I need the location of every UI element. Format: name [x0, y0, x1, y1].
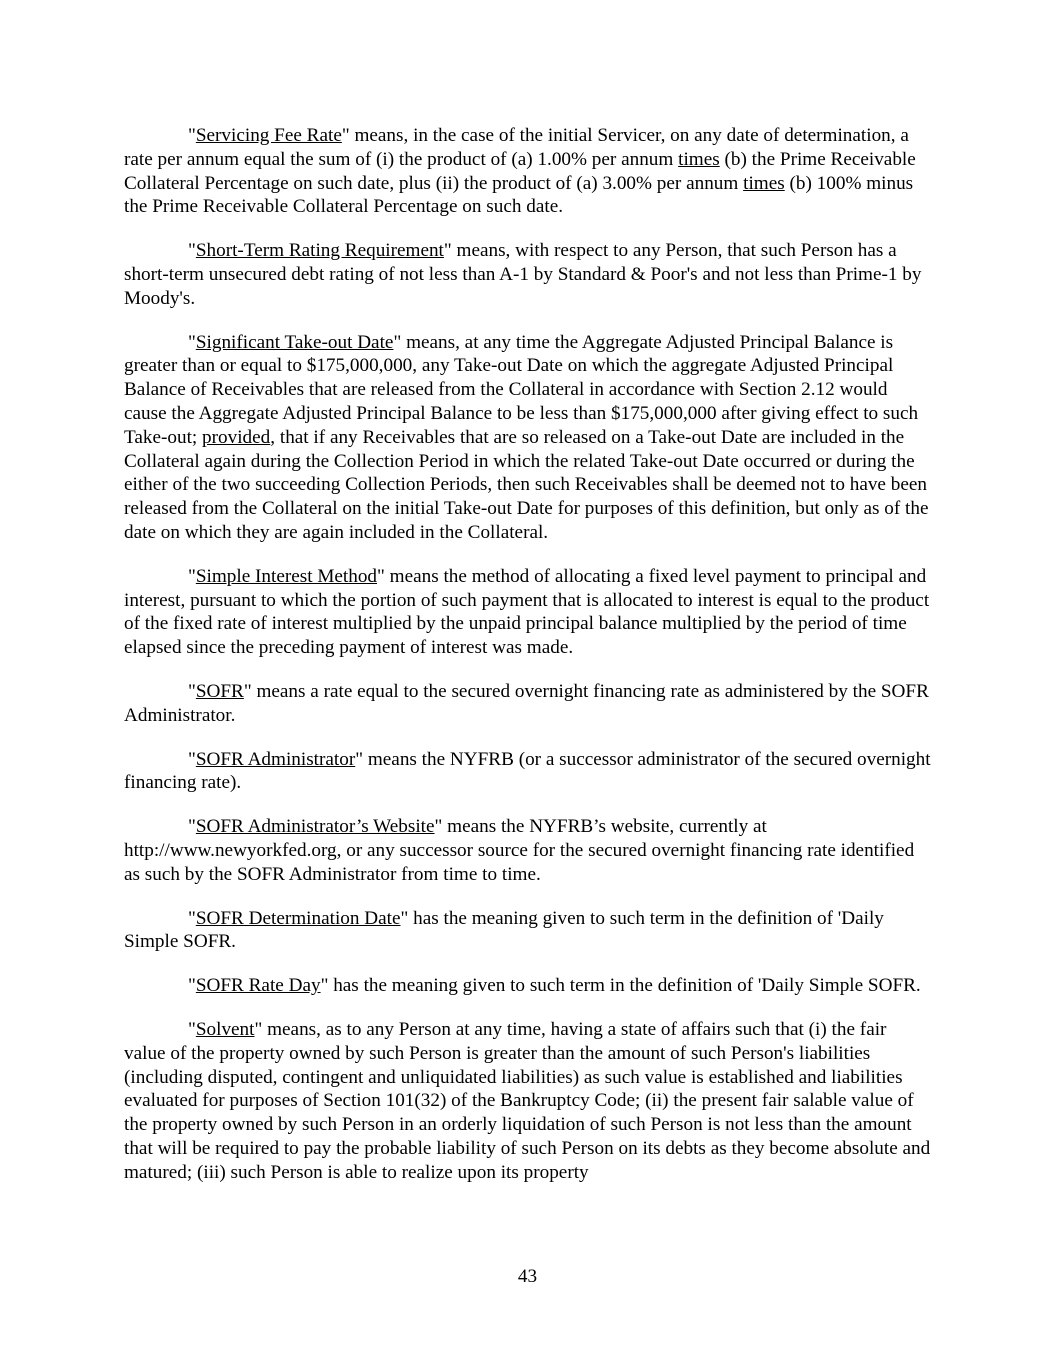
definition-paragraph [124, 239, 932, 310]
definition-text: " [188, 907, 196, 929]
definition-text: " means, in the case of the initial Servicer, on any date of determination, a rate per annum equal the sum of (i) the product of (a) 1.00% per annum [124, 125, 909, 170]
definition-text: " [188, 680, 196, 702]
definition-paragraph [124, 907, 932, 955]
underlined-term: Short-Term Rating Requirement [195, 240, 444, 262]
definition-text: " means, at any time the Aggregate Adjusted Principal Balance is greater than or equal to $175,000,000, any Take-out Date on which the aggregate Adjusted Principal Balance of Receivables that are released from the Collateral in accordance with Section 2.12 would cause the Aggregate Adjusted Principal Balance to be less than $175,000,000 after giving effect to such Take-out; [124, 331, 919, 448]
definition-paragraph [124, 1018, 932, 1185]
definition-text: " has the meaning given to such term in the definition of 'Daily Simple SOFR. [320, 975, 921, 997]
underlined-term: provided [202, 426, 271, 448]
definition-paragraph [124, 124, 932, 219]
underlined-term: SOFR Rate Day [195, 975, 321, 997]
underlined-term: SOFR [195, 680, 244, 702]
underlined-term: times [678, 148, 720, 170]
definition-text: " [188, 748, 196, 770]
definition-paragraph [124, 748, 932, 796]
definition-text: " [188, 1018, 196, 1040]
definition-paragraph [124, 680, 932, 728]
definition-text: " means the NYFRB’s website, currently at http://www.newyorkfed.org, or any successor source for the secured overnight financing rate identified as such by the SOFR Administrator from time to time. [124, 816, 915, 885]
underlined-term: Simple Interest Method [195, 565, 378, 587]
definition-text: " means the NYFRB (or a successor administrator of the secured overnight financing rate). [124, 748, 931, 794]
definition-paragraph [124, 565, 932, 660]
definition-text: " has the meaning given to such term in the definition of 'Daily Simple SOFR. [124, 907, 884, 953]
definition-text: " [188, 565, 196, 587]
definition-text: " means the method of allocating a fixed level payment to principal and interest, pursuant to which the portion of such payment that is allocated to interest is equal to the product of the fixed rate of interest multiplied by the unpaid principal balance multiplied by the period of time elapsed since the preceding payment of interest was made. [124, 565, 930, 659]
definition-paragraph [124, 974, 932, 998]
definition-text: " [188, 240, 196, 262]
underlined-term: SOFR Administrator [195, 748, 356, 770]
definition-text: , that if any Receivables that are so released on a Take-out Date are included in the Collateral again during the Collection Period in which the related Take-out Date occurred or during the either of the two succeeding Collection Periods, then such Receivables shall be deemed not to have been released from the Collateral on the initial Take-out Date for purposes of this definition, but only as of the date on which they are again included in the Collateral. [124, 426, 929, 543]
definition-text: " [188, 331, 196, 353]
definition-text: " means a rate equal to the secured overnight financing rate as administered by the SOFR Administrator. [124, 680, 929, 726]
definition-text: " means, as to any Person at any time, having a state of affairs such that (i) the fair value of the property owned by such Person is greater than the amount of such Person's liabilities (including disputed, contingent and unliquidated liabilities) as such value is established and liabilities evaluated for purposes of Section 101(32) of the Bankruptcy Code; (ii) the present fair salable value of the property owned by such Person in an orderly liquidation of such Person is not less than the amount that will be required to pay the probable liability of such Person on its debts as they become absolute and matured; (iii) such Person is able to realize upon its property [124, 1018, 931, 1183]
underlined-term: SOFR Determination Date [195, 907, 401, 929]
definition-text: " means, with respect to any Person, that such Person has a short-term unsecured debt rating of not less than A-1 by Standard & Poor's and not less than Prime-1 by Moody's. [124, 240, 922, 309]
definition-paragraph [124, 331, 932, 545]
underlined-term: times [743, 172, 785, 194]
definition-text: " [188, 975, 196, 997]
underlined-term: Significant Take-out Date [195, 331, 394, 353]
definition-text: " [188, 816, 196, 838]
underlined-term: SOFR Administrator’s Website [195, 816, 435, 838]
definition-text: (b) 100% minus the Prime Receivable Collateral Percentage on such date. [124, 172, 914, 218]
definition-text: (b) the Prime Receivable Collateral Percentage on such date, plus (ii) the product of (a) 3.00% per annum [124, 148, 916, 194]
definition-text: " [188, 125, 196, 146]
definition-paragraph [124, 815, 932, 886]
document-body [124, 124, 932, 1204]
underlined-term: Servicing Fee Rate [195, 125, 342, 146]
page-number: 43 [517, 1266, 538, 1287]
underlined-term: Solvent [195, 1018, 255, 1040]
